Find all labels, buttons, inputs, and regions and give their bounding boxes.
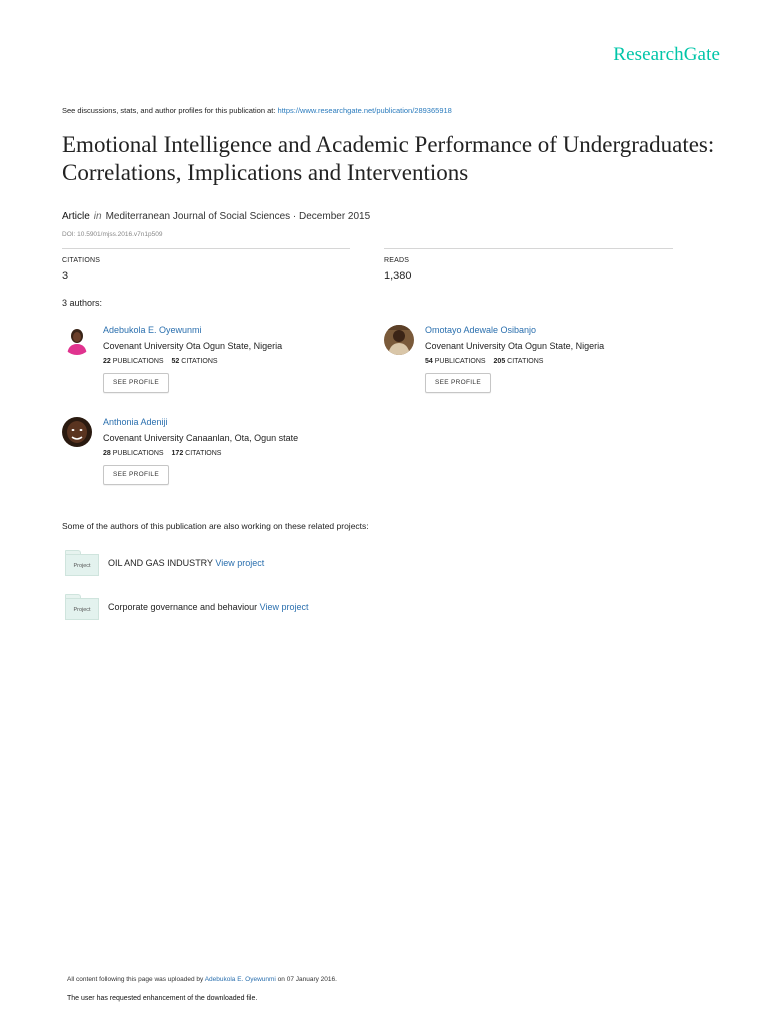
upload-note	[67, 976, 337, 983]
upload-prefix: All content following this page was uploaded by	[67, 976, 205, 983]
researchgate-logo[interactable]: ResearchGate	[613, 44, 720, 65]
avatar[interactable]	[62, 417, 92, 447]
project-row	[65, 550, 465, 580]
author-name[interactable]: Omotayo Adewale Osibanjo	[425, 325, 537, 335]
author-affiliation: Covenant University Ota Ogun State, Nigeria	[425, 341, 605, 351]
project-folder-icon	[65, 550, 99, 576]
author-name[interactable]: Anthonia Adeniji	[103, 417, 168, 427]
project-folder-label: Project	[65, 554, 99, 576]
article-doi: DOI: 10.5901/mjss.2016.v7n1p509	[62, 231, 163, 238]
see-profile-button[interactable]: SEE PROFILE	[425, 373, 491, 393]
citations-label: CITATIONS	[181, 358, 218, 365]
view-project-link[interactable]: View project	[259, 602, 309, 612]
see-profile-button[interactable]: SEE PROFILE	[103, 373, 169, 393]
article-type: Article	[62, 211, 90, 222]
see-discussions-line	[62, 106, 452, 115]
citations-label: CITATIONS	[185, 450, 222, 457]
journal-and-date[interactable]: Mediterranean Journal of Social Sciences · December 2015	[105, 211, 371, 222]
project-folder-label: Project	[65, 598, 99, 620]
publications-count: 22	[103, 358, 111, 365]
avatar[interactable]	[62, 325, 92, 355]
related-projects-label: Some of the authors of this publication are also working on these related projects:	[62, 521, 369, 531]
author-stats	[103, 358, 218, 365]
publications-label: PUBLICATIONS	[112, 358, 164, 365]
author-stats	[103, 450, 221, 457]
reads-label: READS	[384, 257, 410, 264]
article-meta	[62, 211, 370, 222]
project-text	[108, 602, 308, 612]
project-name: Corporate governance and behaviour	[108, 602, 260, 612]
author-name[interactable]: Adebukola E. Oyewunmi	[103, 325, 202, 335]
article-title: Emotional Intelligence and Academic Performance of Undergraduates: Correlations, Implications and Interventions	[62, 132, 715, 185]
project-row	[65, 594, 465, 624]
author-card	[384, 325, 684, 405]
publications-count: 28	[103, 450, 111, 457]
author-card	[62, 325, 362, 405]
citations-count: 205	[493, 358, 506, 365]
author-card	[62, 417, 362, 497]
citations-label: CITATIONS	[507, 358, 544, 365]
author-stats	[425, 358, 543, 365]
see-discussions-text: See discussions, stats, and author profiles for this publication at:	[62, 106, 278, 115]
publication-link[interactable]: https://www.researchgate.net/publication/289365918	[277, 106, 452, 115]
publications-label: PUBLICATIONS	[434, 358, 486, 365]
publications-count: 54	[425, 358, 433, 365]
citations-value: 3	[62, 270, 69, 282]
project-text	[108, 558, 264, 568]
upload-suffix: on 07 January 2016.	[275, 976, 337, 983]
project-name: OIL AND GAS INDUSTRY	[108, 558, 216, 568]
view-project-link[interactable]: View project	[215, 558, 265, 568]
avatar[interactable]	[384, 325, 414, 355]
uploader-link[interactable]: Adebukola E. Oyewunmi	[204, 976, 276, 983]
enhancement-note: The user has requested enhancement of the downloaded file.	[67, 995, 258, 1002]
author-affiliation: Covenant University Canaanlan, Ota, Ogun state	[103, 433, 299, 443]
in-word: in	[93, 211, 102, 222]
author-affiliation: Covenant University Ota Ogun State, Nigeria	[103, 341, 283, 351]
publications-label: PUBLICATIONS	[112, 450, 164, 457]
project-folder-icon	[65, 594, 99, 620]
divider-citations	[62, 248, 350, 249]
see-profile-button[interactable]: SEE PROFILE	[103, 465, 169, 485]
divider-reads	[384, 248, 673, 249]
reads-value: 1,380	[384, 270, 412, 282]
citations-count: 172	[171, 450, 184, 457]
citations-label: CITATIONS	[62, 257, 101, 264]
citations-count: 52	[171, 358, 180, 365]
authors-count-label: 3 authors:	[62, 298, 103, 308]
